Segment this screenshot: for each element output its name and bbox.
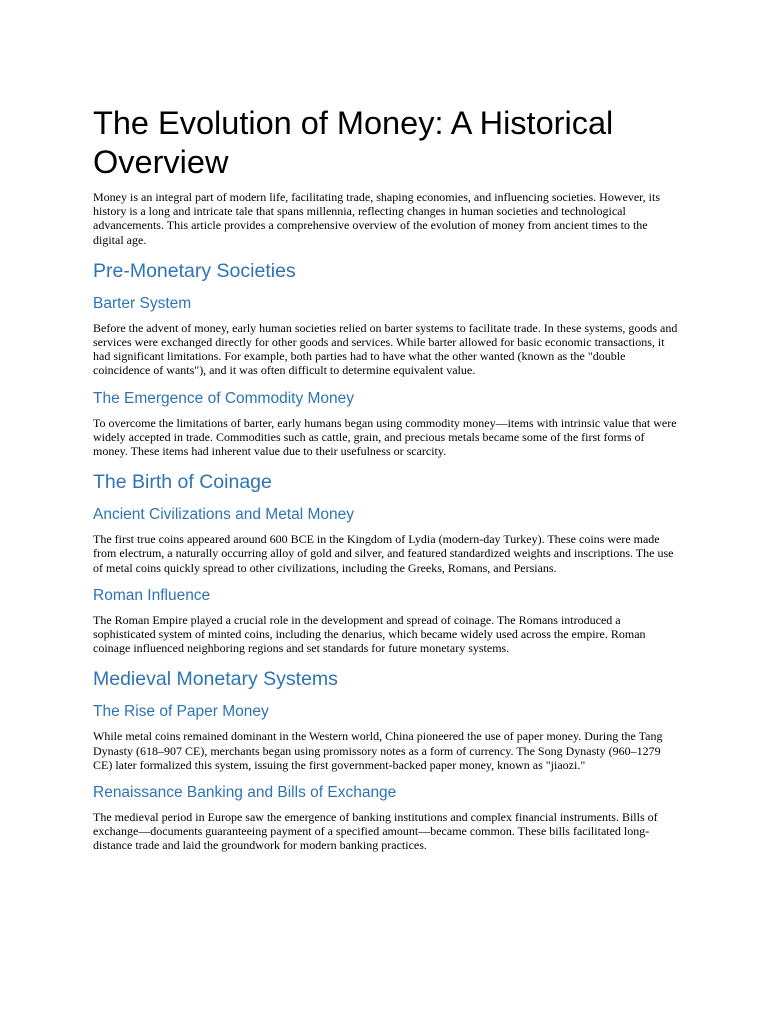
intro-paragraph: Money is an integral part of modern life, facilitating trade, shaping economies, and influencing societies. However, its history is a long and intricate tale that spans millennia, reflecting changes in human societies and technological advancements. This article provides a comprehensive overview of the evolution of money from ancient times to the digital age. xyxy=(93,190,661,247)
paragraph-renaissance-banking: The medieval period in Europe saw the emergence of banking institutions and complex financial instruments. Bills of exchange—documents guaranteeing payment of a specified amount—became common. These bills facilitated long-distance trade and laid the groundwork for modern banking practices. xyxy=(93,810,658,853)
subheading-barter-system: Barter System xyxy=(93,294,192,312)
section-heading-pre-monetary: Pre-Monetary Societies xyxy=(93,259,296,282)
subheading-metal-money: Ancient Civilizations and Metal Money xyxy=(93,506,355,524)
paragraph-barter-system: Before the advent of money, early human societies relied on barter systems to facilitate trade. In these systems, goods and services were exchanged directly for other goods and services. While barter allowed for basic economic transactions, it had significant limitations. For example, both parties had to have what the other wanted (known as the "double coincidence of wants"), and it was often difficult to determine equivalent value. xyxy=(93,320,678,378)
paragraph-roman-influence: The Roman Empire played a crucial role in the development and spread of coinage. The Romans introduced a sophisticated system of minted coins, including the denarius, which became widely used across the empire. Roman coinage influenced neighboring regions and set standards for future monetary systems. xyxy=(93,612,646,656)
paragraph-paper-money: While metal coins remained dominant in the Western world, China pioneered the use of paper money. During the Tang Dynasty (618–907 CE), merchants began using promissory notes as a form of currency. The Song Dynasty (960–1279 CE) later formalized this system, issuing the first government-backed paper money, known as "jiaozi." xyxy=(93,729,663,772)
document-title: The Evolution of Money: A Historical Overview xyxy=(93,105,614,180)
paragraph-commodity-money: To overcome the limitations of barter, early humans began using commodity money—items with intrinsic value that were widely accepted in trade. Commodities such as cattle, grain, and precious metals became some of the first forms of money. These items had inherent value due to their usefulness or scarcity. xyxy=(93,415,677,459)
paragraph-metal-money: The first true coins appeared around 600 BCE in the Kingdom of Lydia (modern-day Turkey). These coins were made from electrum, a naturally occurring alloy of gold and silver, and featured standardized weights and inscriptions. The use of metal coins quickly spread to other civilizations, including the Greeks, Romans, and Persians. xyxy=(93,532,674,575)
subheading-renaissance-banking: Renaissance Banking and Bills of Exchange xyxy=(93,784,397,802)
section-heading-coinage: The Birth of Coinage xyxy=(93,471,272,494)
subheading-commodity-money: The Emergence of Commodity Money xyxy=(93,389,355,407)
section-heading-medieval: Medieval Monetary Systems xyxy=(93,668,338,691)
subheading-paper-money: The Rise of Paper Money xyxy=(93,703,269,721)
subheading-roman-influence: Roman Influence xyxy=(93,586,211,604)
document-page xyxy=(93,104,678,859)
